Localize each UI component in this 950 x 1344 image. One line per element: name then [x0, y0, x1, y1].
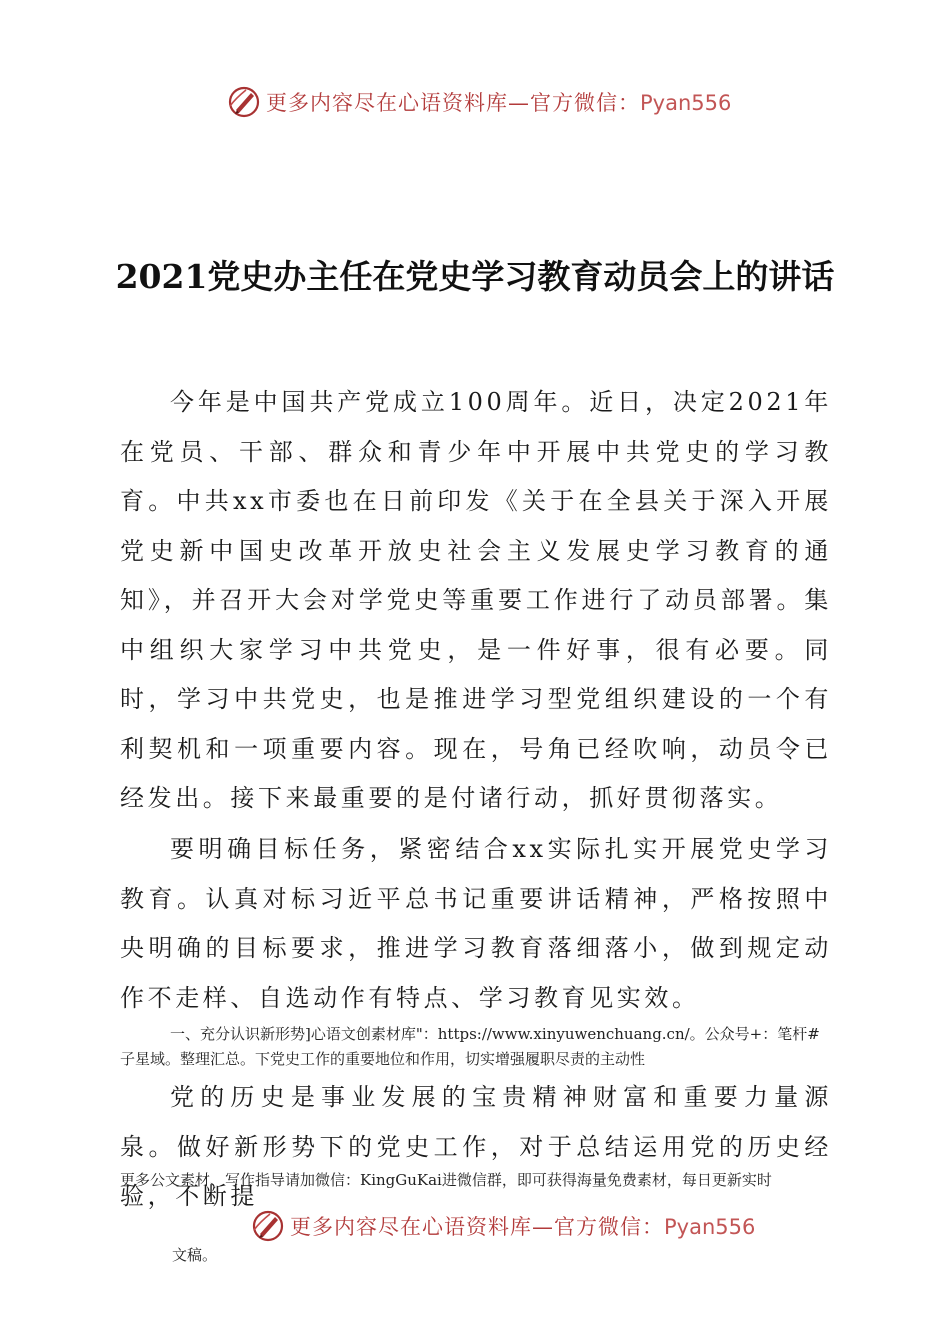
paragraph-3: 党的历史是事业发展的宝贵精神财富和重要力量源泉。做好新形势下的党史工作，对于总结运用党的历史经验，不断提: [120, 1083, 832, 1210]
footer-note: 更多公文素材、写作指导请加微信：KingGuKai进微信群，即可获得海量免费素材，每日更新实时: [120, 1171, 772, 1189]
document-title: 2021党史办主任在党史学习教育动员会上的讲话: [115, 257, 835, 296]
pen-logo-icon: [250, 1208, 286, 1244]
paragraph-1: 今年是中国共产党成立100周年。近日，决定2021年在党员、干部、群众和青少年中开展中共党史的学习教育。中共xx市委也在日前印发《关于在全县关于深入开展党史新中国史改革开放史社会主义发展史学习教育的通知》，并召开大会对学党史等重要工作进行了动员部署。集中组织大家学习中共党史，是一件好事，很有必要。同时，学习中共党史，也是推进学习型党组织建设的一个有利契机和一项重要内容。现在，号角已经吹响，动员令已经发出。接下来最重要的是付诸行动，抓好贯彻落实。: [120, 388, 832, 812]
footer-note-tail: 文稿。: [172, 1246, 218, 1264]
paragraph-2: 要明确目标任务，紧密结合xx实际扎实开展党史学习教育。认真对标习近平总书记重要讲话精神，严格按照中央明确的目标要求，推进学习教育落细落小，做到规定动作不走样、自选动作有特点、学习教育见实效。: [120, 835, 832, 1012]
pen-logo-icon: [226, 84, 262, 120]
footer-banner: [250, 1206, 755, 1246]
header-banner-text: 更多内容尽在心语资料库—官方微信：Pyan556: [266, 91, 732, 115]
section-heading-note: 一、充分认识新形势]心语文创素材库"：https://www.xinyuwenchuang.cn/。公众号+：笔杆#子星域。整理汇总。下党史工作的重要地位和作用，切实增强履职尽责的主动性: [120, 1025, 820, 1068]
header-banner: [226, 82, 731, 122]
footer-banner-text: 更多内容尽在心语资料库—官方微信：Pyan556: [290, 1215, 756, 1239]
